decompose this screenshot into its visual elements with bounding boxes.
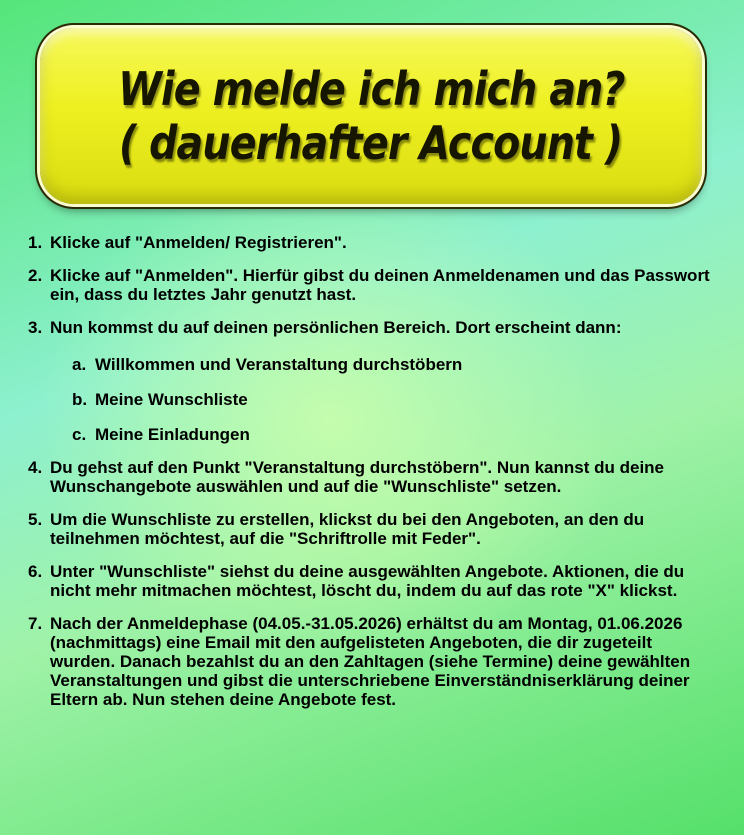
steps-list xyxy=(28,233,718,723)
step-text: Du gehst auf den Punkt "Veranstaltung durchstöbern". Nun kannst du deine Wunschangebote auswählen und auf die "Wunschliste" setzen. xyxy=(50,458,665,496)
step-text: Klicke auf "Anmelden/ Registrieren". xyxy=(50,233,347,252)
step-number: 5. xyxy=(28,510,43,529)
step-number: 7. xyxy=(28,614,43,633)
step-7 xyxy=(28,614,718,709)
step-1 xyxy=(28,233,718,252)
sub-item-c xyxy=(72,425,718,444)
title-line-2: ( dauerhafter Account ) xyxy=(119,116,623,170)
title-banner xyxy=(40,28,702,204)
step-number: 6. xyxy=(28,562,43,581)
step-number: 1. xyxy=(28,233,43,252)
step-text: Um die Wunschliste zu erstellen, klickst du bei den Angeboten, an den du teilnehmen möchtest, auf die "Schriftrolle mit Feder". xyxy=(50,510,645,548)
step-5 xyxy=(28,510,718,548)
sub-text: Willkommen und Veranstaltung durchstöbern xyxy=(95,355,463,374)
step-4 xyxy=(28,458,718,496)
sub-letter: a. xyxy=(72,355,87,374)
sub-list xyxy=(50,355,718,444)
step-6 xyxy=(28,562,718,600)
title-line-1: Wie melde ich mich an? xyxy=(117,62,625,116)
sub-text: Meine Einladungen xyxy=(95,425,250,444)
step-text: Nach der Anmeldephase (04.05.-31.05.2026) erhältst du am Montag, 01.06.2026 (nachmittags) eine Email mit den aufgelisteten Angeboten, die dir zugeteilt wurden. Danach bezahlst du an den Zahltagen (siehe Termine) deine gewählten Veranstaltungen und gibst die unterschriebene Einverständniserklärung deiner Eltern ab. Nun stehen deine Angebote fest. xyxy=(50,614,691,709)
step-2 xyxy=(28,266,718,304)
step-text: Klicke auf "Anmelden". Hierfür gibst du deinen Anmeldenamen und das Passwort ein, dass du letztes Jahr genutzt hast. xyxy=(50,266,710,304)
sub-item-b xyxy=(72,390,718,409)
step-number: 3. xyxy=(28,318,43,337)
sub-letter: c. xyxy=(72,425,87,444)
sub-letter: b. xyxy=(72,390,88,409)
step-text: Unter "Wunschliste" siehst du deine ausgewählten Angebote. Aktionen, die du nicht mehr mitmachen möchtest, löscht du, indem du auf das rote "X" klickst. xyxy=(50,562,685,600)
sub-item-a xyxy=(72,355,718,374)
step-3 xyxy=(28,318,718,444)
step-text: Nun kommst du auf deinen persönlichen Bereich. Dort erscheint dann: xyxy=(50,318,622,337)
step-number: 2. xyxy=(28,266,43,285)
step-number: 4. xyxy=(28,458,43,477)
sub-text: Meine Wunschliste xyxy=(95,390,248,409)
